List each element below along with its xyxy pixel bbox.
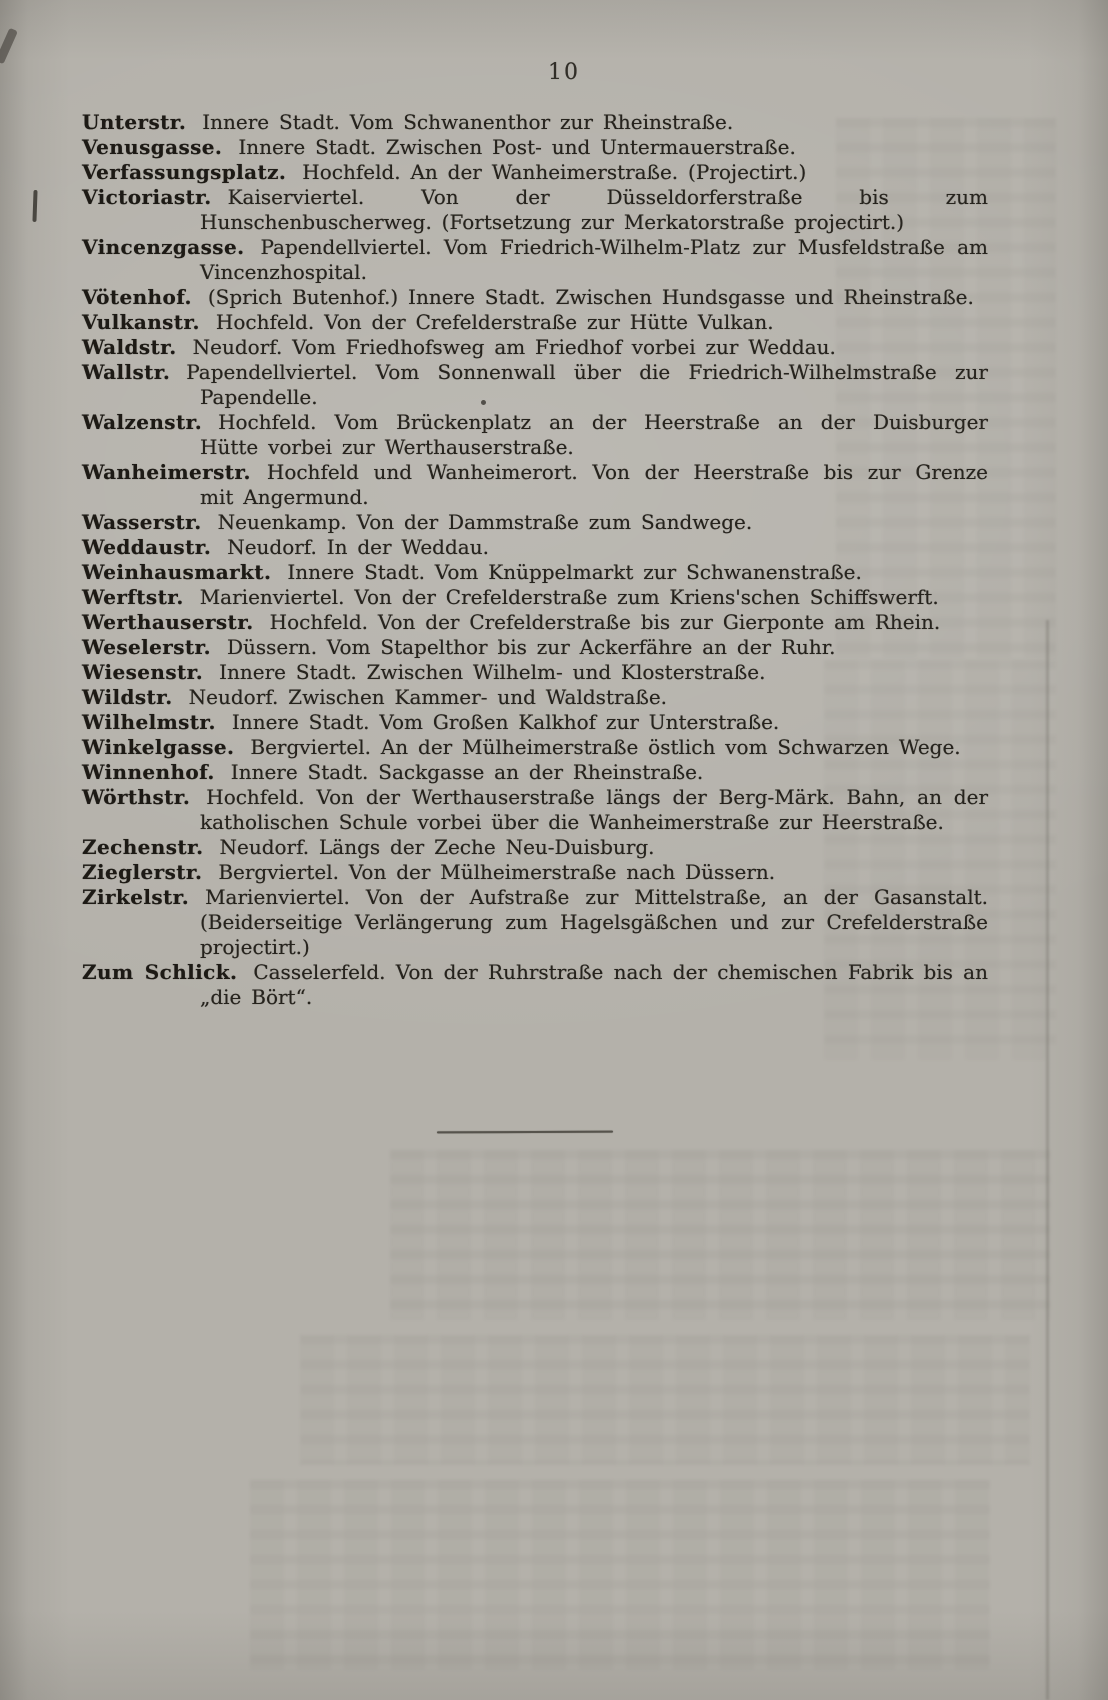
entry-description: Innere Stadt. Vom Schwanenthor zur Rheinstraße. [202, 110, 734, 134]
entry-description: Innere Stadt. Zwischen Wilhelm- und Klosterstraße. [219, 660, 766, 684]
entry-description: Hochfeld. Von der Crefelderstraße zur Hütte Vulkan. [215, 310, 774, 334]
street-name: Wörthstr. [82, 785, 191, 809]
street-name: Winkelgasse. [82, 735, 235, 759]
ink-speck [481, 400, 486, 405]
directory-entry [82, 510, 988, 535]
directory-entry [82, 410, 988, 460]
entry-description: Papendellviertel. Vom Sonnenwall über die Friedrich-Wilhelmstraße zur Papendelle. [186, 360, 988, 409]
directory-entry [82, 660, 988, 685]
directory-entry [82, 160, 988, 185]
directory-entry [82, 360, 988, 410]
directory-entry [82, 585, 988, 610]
entry-description: Papendellviertel. Vom Friedrich-Wilhelm-Platz zur Musfeldstraße am Vincenzhospital. [200, 235, 988, 284]
street-name: Wasserstr. [82, 510, 202, 534]
entry-description: Marienviertel. Von der Aufstraße zur Mittelstraße, an der Gasanstalt. (Beiderseitige Verlängerung zum Hagelsgäßchen und zur Crefelderstraße projectirt.) [200, 885, 988, 959]
entry-description: Innere Stadt. Zwischen Post- und Untermauerstraße. [238, 135, 796, 159]
directory-entry [82, 860, 988, 885]
street-name: Wiesenstr. [82, 660, 204, 684]
directory-entry [82, 310, 988, 335]
entry-description: Bergviertel. An der Mülheimerstraße östlich vom Schwarzen Wege. [250, 735, 961, 759]
street-name: Werftstr. [82, 585, 184, 609]
directory-entry [82, 135, 988, 160]
bleed-through-artifact [250, 1480, 990, 1670]
street-name: Vincenzgasse. [82, 235, 245, 259]
street-name: Vulkanstr. [82, 310, 200, 334]
section-divider-rule [437, 1131, 613, 1134]
street-name: Zirkelstr. [82, 885, 190, 909]
street-name: Walzenstr. [82, 410, 203, 434]
directory-entry [82, 685, 988, 710]
street-name: Wanheimerstr. [82, 460, 251, 484]
street-name: Verfassungsplatz. [82, 160, 287, 184]
street-name: Victoriastr. [82, 185, 212, 209]
entry-description: Innere Stadt. Vom Großen Kalkhof zur Unterstraße. [231, 710, 780, 734]
directory-entry [82, 185, 988, 235]
street-name: Wilhelmstr. [82, 710, 216, 734]
entry-description: Hochfeld. Von der Werthauserstraße längs der Berg-Märk. Bahn, an der katholischen Schule vorbei über die Wanheimerstraße zur Heerstraße. [200, 785, 988, 834]
street-name: Zechenstr. [82, 835, 204, 859]
directory-entry [82, 235, 988, 285]
directory-entry [82, 560, 988, 585]
entry-description: Innere Stadt. Vom Knüppelmarkt zur Schwanenstraße. [287, 560, 862, 584]
entry-description: Hochfeld. An der Wanheimerstraße. (Projectirt.) [302, 160, 807, 184]
entry-description: Hochfeld. Vom Brückenplatz an der Heerstraße an der Duisburger Hütte vorbei zur Werthauserstraße. [200, 410, 988, 459]
page-edge-shadow [1046, 620, 1049, 1700]
directory-entry [82, 710, 988, 735]
directory-entry [82, 460, 988, 510]
directory-entry [82, 635, 988, 660]
entry-description: Marienviertel. Von der Crefelderstraße zum Kriens'schen Schiffswerft. [199, 585, 939, 609]
street-name: Wildstr. [82, 685, 173, 709]
street-name: Unterstr. [82, 110, 187, 134]
page-number: 10 [548, 60, 580, 85]
entry-description: Bergviertel. Von der Mülheimerstraße nach Düssern. [218, 860, 776, 884]
entry-description: Neuenkamp. Von der Dammstraße zum Sandwege. [217, 510, 753, 534]
directory-entry [82, 110, 988, 135]
street-name: Werthauserstr. [82, 610, 254, 634]
street-name: Weselerstr. [82, 635, 211, 659]
entry-description: Neudorf. In der Weddau. [227, 535, 489, 559]
street-name: Vötenhof. [82, 285, 192, 309]
street-name: Weinhausmarkt. [82, 560, 272, 584]
directory-entry [82, 835, 988, 860]
directory-entry [82, 285, 988, 310]
entry-description: (Sprich Butenhof.) Innere Stadt. Zwischen Hundsgasse und Rheinstraße. [207, 285, 974, 309]
street-directory [82, 110, 988, 1010]
entry-description: Hochfeld und Wanheimerort. Von der Heerstraße bis zur Grenze mit Angermund. [200, 460, 988, 509]
directory-entry [82, 885, 988, 960]
entry-description: Kaiserviertel. Von der Düsseldorferstraße bis zum Hunschenbuscherweg. (Fortsetzung zur Merkatorstraße projectirt.) [200, 185, 988, 234]
entry-description: Innere Stadt. Sackgasse an der Rheinstraße. [230, 760, 704, 784]
entry-description: Düssern. Vom Stapelthor bis zur Ackerfähre an der Ruhr. [226, 635, 836, 659]
directory-entry [82, 735, 988, 760]
entry-description: Neudorf. Längs der Zeche Neu-Duisburg. [219, 835, 655, 859]
entry-description: Neudorf. Vom Friedhofsweg am Friedhof vorbei zur Weddau. [192, 335, 836, 359]
street-name: Venusgasse. [82, 135, 223, 159]
directory-entry [82, 335, 988, 360]
entry-description: Casselerfeld. Von der Ruhrstraße nach der chemischen Fabrik bis an „die Bört“. [200, 960, 988, 1009]
street-name: Zieglerstr. [82, 860, 203, 884]
street-name: Weddaustr. [82, 535, 212, 559]
bleed-through-artifact [300, 1335, 1030, 1465]
ink-mark-left-margin [32, 190, 37, 222]
bleed-through-artifact [390, 1150, 1050, 1320]
street-name: Wallstr. [82, 360, 171, 384]
entry-description: Neudorf. Zwischen Kammer- und Waldstraße. [188, 685, 668, 709]
directory-entry [82, 785, 988, 835]
directory-entry [82, 760, 988, 785]
entry-description: Hochfeld. Von der Crefelderstraße bis zur Gierponte am Rhein. [269, 610, 941, 634]
street-name: Waldstr. [82, 335, 177, 359]
directory-entry [82, 610, 988, 635]
street-name: Winnenhof. [82, 760, 215, 784]
directory-entry [82, 960, 988, 1010]
corner-mark [0, 28, 18, 65]
street-name: Zum Schlick. [82, 960, 238, 984]
directory-entry [82, 535, 988, 560]
